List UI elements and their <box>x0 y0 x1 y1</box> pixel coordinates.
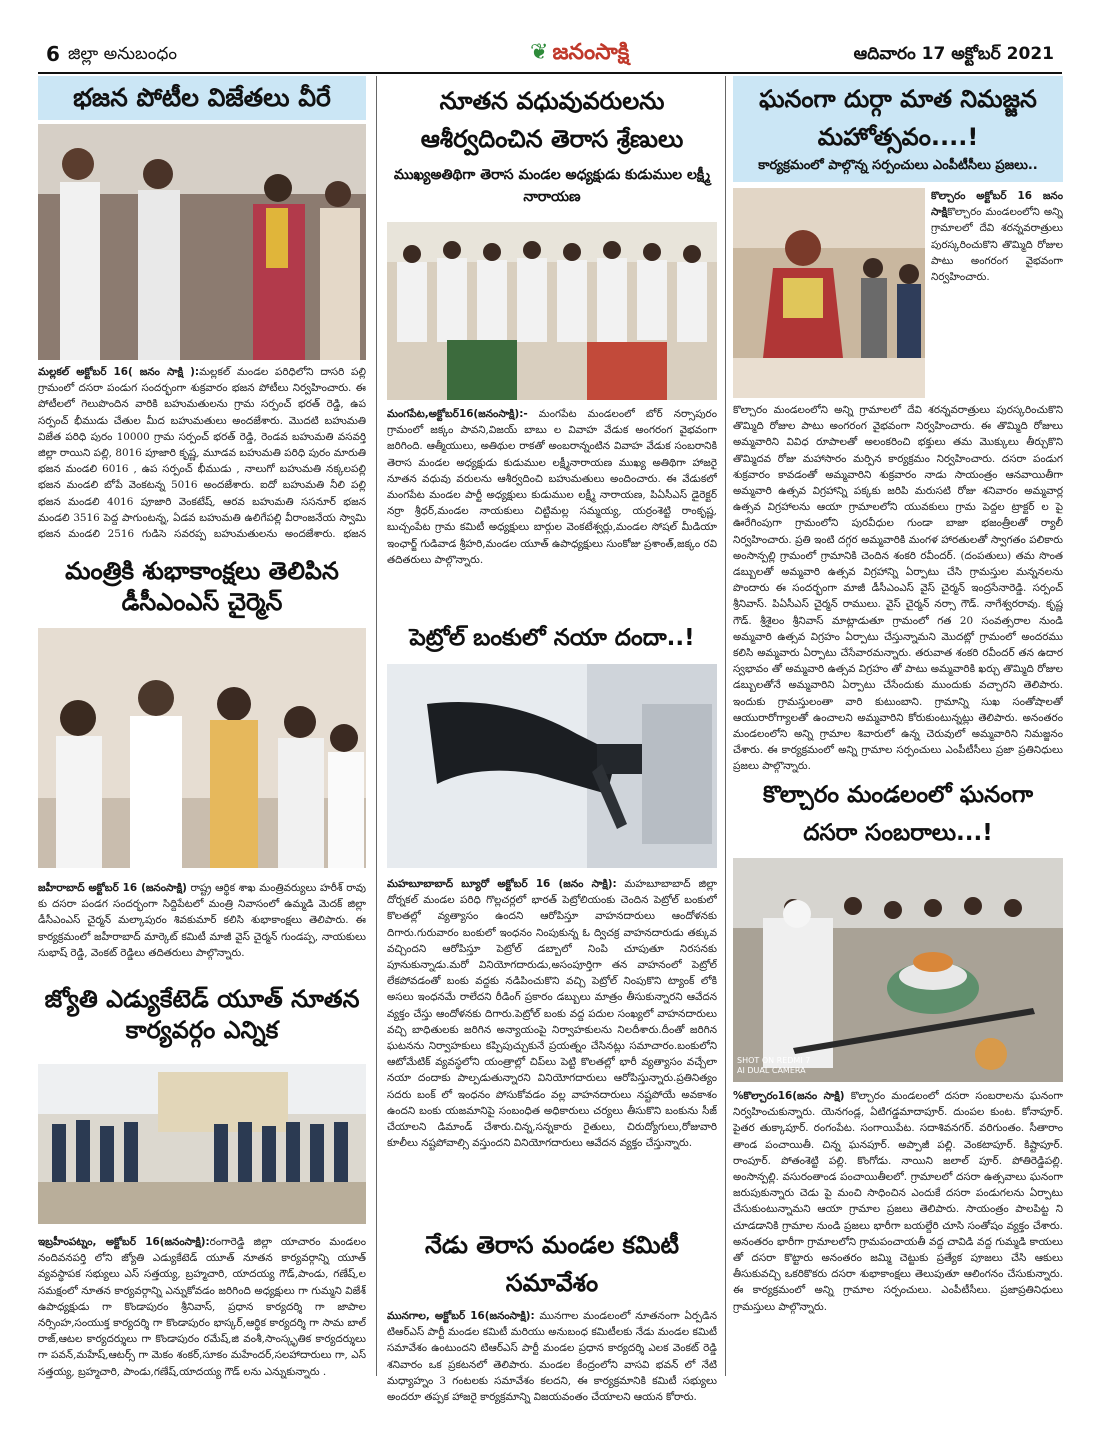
article-2-header <box>38 556 366 636</box>
headline: ఘనంగా దుర్గా మాత నిమజ్జన మహోత్సవం....! <box>759 85 1037 151</box>
article-2-photo <box>38 628 366 868</box>
article-text: మంగపేట మండలంలో బోర్ నర్సాపురం గ్రామంలో జక్కం పావని,విజయ్ బాబు ల వివాహ వేడుక అంగరంగ వైభవంగా జరిగింది. ఆత్మీయులు, అతిథుల రాకతో అంబరాన్నంటిన వివాహ వేడుక సంబరానికి తెరాస మండల అధ్యక్షుడు కుడుముల లక్ష్మీనారాయణ ముఖ్య అతిథిగా హాజరై నూతన వధువు వరులను ఆశీర్వదించి బహుమతులు అందించారు. ఈ వేడుకలో మంగపేట మండల పార్టీ అధ్యక్షులు కుడుముల లక్ష్మీ నారాయణ, పిఏసీఎస్ డైరెక్టర్ నర్రా శ్రీధర్,మండల నాయకులు చిట్టిమల్ల సమ్మయ్య, యర్రంశెట్టి రాంకృష్ణ, బుచ్చంపేట గ్రామ కమిటీ అధ్యక్షులు బార్గుల వెంకటేశ్వర్లు,మండల సోషల్ మీడియా ఇంఛార్జ్ గుడివాడ శ్రీహరి,మండల యూత్ ఉపాధ్యక్షులు సుంకోజు ప్రశాంత్,జక్కం రవి తదితరులు పాల్గొన్నారు. <box>387 408 717 566</box>
headline: నూతన వధువువరులను ఆశీర్వదించిన తెరాస శ్రేణులు <box>420 87 684 153</box>
article-1-photo <box>733 188 925 398</box>
article-3-body <box>38 1234 366 1442</box>
article-text: మునగాల మండలంలో నూతనంగా ఏర్పడిన టిఆర్ఎస్ పార్టీ మండల కమిటీ మరియు అనుబంధ కమిటీలకు నేడు మండల కమిటీ సమావేశం ఉంటుందని టిఆర్ఎస్ పార్టీ మండల ప్రధాన కార్యదర్శి ఎలక వెంకట్ రెడ్డి శనివారం ఒక ప్రకటనలో తెలిపారు. మండల కేంద్రంలోని వాసవి భవన్ లో నేటి మధ్యాహ్నం 3 గంటలకు సమావేశం కలదని, ఈ కార్యక్రమానికి కమిటీ సభ్యులు అందరూ తప్పక హాజరై కార్యక్రమాన్ని విజయవంతం చేయాలని ఆయన కోరారు. <box>387 1310 717 1404</box>
logo-text: జనంసాక్షి <box>552 40 630 65</box>
dateline: మునగాల, అక్టోబర్ 16(జనంసాక్షి): <box>387 1310 535 1322</box>
article-2-photo <box>733 858 1063 1082</box>
camera-watermark: SHOT ON REDMI 7 AI DUAL CAMERA <box>737 1056 811 1075</box>
article-1-header <box>387 82 717 162</box>
article-1-lead <box>931 188 1063 398</box>
issue-date: ఆదివారం 17 అక్టోబర్ 2021 <box>853 44 1054 64</box>
article-1-body <box>38 364 366 542</box>
page-number: 6 <box>46 42 60 66</box>
dateline: కొల్చారం అక్టోబర్ 16 జనం సాక్షి <box>931 190 1063 219</box>
article-2-photo <box>387 664 717 868</box>
headline: కొల్చారం మండలంలో ఘనంగా దసరా సంబరాలు...! <box>762 782 1034 846</box>
article-text: మల్లకల్ మండల పరిధిలోని దాసరి పల్లి గ్రామంలో దసరా పండుగ సందర్భంగా శుక్రవారం భజన పోటీలు నిర్వహించారు. ఈ పోటీలలో గెలుపొందిన వారికి బహుమతులను గ్రామ సర్పంచ్ భరత్ రెడ్డి, ఉప సర్పంచ్ భీముడు చేతుల మీద బహుమతులు అందజేశారు. మొదటి బహుమతి విజేత పరిధి పురం 10000 గ్రామ సర్పంచ్ భరత్ రెడ్డి, రెండవ బహుమతి వసవర్తి జిల్లా రాయిని పల్లి, 8016 పూజారి కృష్ణ, మూడవ బహుమతి పరిధి పురం మారుతి భజన మండలి 6016 , ఉప సర్పంచ్ భీముడు , నాలుగో బహుమతి నక్కలపల్లి భజన మండలి బోపే వెంకటన్న 5016 అందజేశారు. ఐదో బహుమతి నీలి పల్లి భజన మండలి 4016 పూజారి వెంకటేష్, ఆరవ బహుమతి ససనూర్ భజన మండలి 3516 పెద్ద పాగుంటన్న, ఏడవ బహుమతి ఉలిగేపల్లి వీరాంజనేయ స్వామి భజన మండలి 2516 గుడిసె సవరప్ప బహుమతులను అందజేశారు. భజన <box>38 366 366 541</box>
article-text: రాష్ట్ర ఆర్థిక శాఖ మంత్రివర్యులు హరీశ్ రావు కు దసరా పండగ సందర్భంగా సిద్దిపేటలో మంత్రి నివాసంలో ఉమ్మడి మెదక్ జిల్లా డీసీఎంఎస్ చైర్మన్ మల్కాపురం శివకుమార్ కలిసి శుభాకాంక్షలు తెలిపారు. ఈ కార్యక్రమంలో జహీరాబాద్ మార్కెట్ కమిటీ మాజీ వైస్ చైర్మన్ గుండప్ప, నాయకులు సుభాష్ రెడ్డి, వెంకట్ రెడ్డిలు తదితరులు పాల్గొన్నారు. <box>38 882 366 959</box>
article-3-header <box>387 1226 717 1306</box>
headline: పెట్రోల్ బంకులో నయా దందా..! <box>409 625 695 651</box>
article-2-header <box>387 618 717 658</box>
article-2-body <box>387 876 717 1228</box>
dateline: మల్లకల్ అక్టోబర్ 16( జనం సాక్షి ): <box>38 366 200 378</box>
article-2-body <box>733 1088 1063 1444</box>
article-2-header <box>733 776 1063 856</box>
article-2-body <box>38 880 366 980</box>
article-1-body <box>387 406 717 618</box>
article-1-photo <box>38 124 366 360</box>
newspaper-logo <box>530 40 629 70</box>
dateline: జహీరాబాద్ అక్టోబర్ 16 (జనంసాక్షి) <box>38 882 187 894</box>
subhead: ముఖ్యఅతిథిగా తెరాస మండల అధ్యక్షుడు కుడుముల లక్ష్మీ నారాయణ <box>393 167 711 206</box>
article-1-body <box>733 402 1063 774</box>
article-1-subhead <box>387 164 717 220</box>
article-text: కొల్చారం మండలంలోని అన్ని గ్రామాలలో దేవి శరన్నవరాత్రులు పురస్కరించుకొని తొమ్మిది రోజుల పాటు అంగరంగ వైభవంగా నిర్వహించారు. ఈ తొమ్మిది రోజులు అమ్మవారిని వివిధ రూపాలతో అలంకరించి భక్తులు తమ మొక్కులు తీర్చుకొని తొమ్మిదవ రోజు మహాసారం మర్పిన కార్యక్రమం నిర్వహించారు. దసరా పండుగ శుక్రవారం కావడంతో అమ్మవారిని శుక్రవారం నాడు సాయంత్రం ఆనవాయితీగా అమ్మవారి ఉత్సవ విగ్రహాన్ని పక్కకు జరిపి మరుసటి రోజు శనివారం అమ్మవార్ల ఉత్సవ విగ్రహాలను ఆయా గ్రామాలలోని యువకులు గ్రామ పెద్దల ట్రాక్టర్ ల పై ఊరేగింపుగా గ్రామంలోని పురవీధుల గుండా బాజా భజంత్రీలతో ర్యాలీ నిర్వహించారు. ప్రతి ఇంటి దగ్గర అమ్మవారికి మంగళ హారతులతో స్వాగతం పలికారు అంసాన్పల్లి గ్రామంలో గ్రామానికి చెందిన శంకరి రవీందర్. (దంపతులు) తమ సొంత డబ్బులతో అమ్మవారి ఉత్సవ విగ్రహాన్ని ఏర్పాటు చేసి గ్రామస్తుల మన్ననలను పొందారు ఈ సందర్భంగా మాజీ డీసీఎంఎస్ వైస్ చైర్మన్ ఇంద్రసేనారెడ్డి. సర్పంచ్ శ్రీనివాస్. పిఏసీఎస్ చైర్మన్ రాములు. వైస్ చైర్మన్ నర్సా గౌడ్. నాగేశ్వరరావు. కృష్ణ గౌడ్. శ్రీశైలం శ్రీనివాస్ మాట్లాడుతూ గ్రామంలో గత 20 సంవత్సరాల నుండి అమ్మవారి ఉత్సవ విగ్రహం ఏర్పాటు చేస్తున్నామని మొదట్లో గ్రామంలో అందరము కలిసి అమ్మవారు ఏర్పాటు చేసేవారమన్నారు. తరువాత శంకరి రవీందర్ తన ఉదార స్వభావం తో అమ్మవారి ఉత్సవ విగ్రహం తో పాటు అమ్మవారికి ఖర్చు తొమ్మిది రోజుల డబ్బులతోనే అమ్మవారిని ఏర్పాటు చేసేందుకు ముందుకు వచ్చారని తెలిపారు. ఇందుకు గ్రామస్తులంతా వారి కుటుంబాని. గ్రామాన్ని సుఖ సంతోషాలతో ఆయురారోగ్యాలతో ఉంచాలని అమ్మవారిని కోరుకుంటున్నట్లు తెలిపారు. అనంతరం మండలంలోని అన్ని గ్రామాల శివారులో ఉన్న చెరువులో అమ్మవారిని నిమజ్జనం చేశారు. ఈ కార్యక్రమంలో అన్ని గ్రామాల సర్పంచులు ఎంపీటీసీలు ప్రజా ప్రతినిధులు ప్రజలు పాల్గొన్నారు. <box>733 404 1063 773</box>
article-text: రంగారెడ్డి జిల్లా యాచారం మండలం నందివనపర్తి లోని జ్యోతి ఎడ్యుకేటెడ్ యూత్ నూతన కార్యవర్గాన్ని యూత్ వ్యవస్థాపక సభ్యులు ఎస్ సత్తయ్య, బ్రహ్మచారి, యాదయ్య గౌడ్,పాండు, గణేష్,ల సమక్షంలో నూతన కార్యవర్గాన్ని ఎన్నుకోవడం జరిగింది అధ్యక్షులు గా గుమ్మని విజేశ్ ఉపాధ్యక్షుడు గా కొండాపురం శ్రీనివాస్, ప్రధాన కార్యదర్శి గా జాపాల నర్సింహ,సంయుక్త కార్యదర్శి గా కొండాపురం భాస్కర్,ఆర్థిక కార్యదర్శి గా సామ బాల్ రాజ్,ఆటల కార్యదర్శులు గా కొండాపురం రమేష్,జి వంశీ,సాంస్కృతిక కార్యదర్శులు గా పవన్,మహేష్,ఆటర్స్ గా మెకం శంకర్,సూకం మహేందర్,సలహాదారులు గా, ఎస్ సత్తయ్య, బ్రహ్మచారి, పాండు,గణేష్,యాదయ్య గౌడ్ లను ఎన్నుకున్నారు . <box>38 1236 366 1378</box>
article-3-body <box>387 1308 717 1438</box>
headline: నేడు తెరాస మండల కమిటీ సమావేశం <box>424 1231 680 1297</box>
article-3-photo <box>38 1064 366 1224</box>
article-text-start: కొల్చారం మండలంలోని అన్ని గ్రామాలలో దేవి శరన్నవరాత్రులు పురస్కరించుకొని తొమ్మిది రోజుల పాటు అంగరంగ వైభవంగా నిర్వహించారు. <box>931 206 1063 284</box>
article-text: మహబూబాబాద్ జిల్లా దోర్నకల్ మండల పరిధి గొల్లచర్లలో భారత్ పెట్రోలియంకు చెందిన పెట్రోల్ బంకులో కొలతల్లో వ్యత్యాసం ఉందని ఆరోపిస్తూ వాహనదారులు ఆందోళనకు దిగారు.గురువారం బంకులో ఇంధనం నింపుకున్న ఓ ద్విచక్ర వాహనదారుడు తక్కువ వచ్చిందని ఆరోపిస్తూ పెట్రోల్ డబ్బాలో నింపి చూపుతూ నిరసనకు పూనుకున్నాడు.మరో వినియోగదారుడు,అసంపూర్తిగా తన వాహనంలో పెట్రోల్ లేకపోవడంతో బంకు వద్దకు నడిపించుకొని వచ్చి పెట్రోల్ నింపుకొని ట్యాంక్ లోకి అసలు ఇంధనమే రాలేదని రీడింగ్ ప్రకారం డబ్బులు మాత్రం తీసుకున్నారని ఆవేదన వ్యక్తం చేస్తు ఆందోళనకు దిగారు.పెట్రోల్ బంకు వద్ద పదుల సంఖ్యలో వాహనదారులు వచ్చి బాధితులకు జరిగిన అన్యాయంపై నిర్వాహకులను నిలదీశారు.దీంతో జరిగిన ఘటనను నిర్వాహకులు కప్పిపుచ్చుకునే ప్రయత్నం చేసినట్లు సమాచారం.బంకులోని ఆటోమేటిక్ వ్యవస్థలోని యంత్రాల్లో చిప్‌లు పెట్టి కొలతల్లో భారీ వ్యత్యాసం వచ్చేలా నయా దందాకు పాల్పడుతున్నారని వినియోగదారులు ఆరోపిస్తున్నారు.ప్రతినిత్యం సదరు బంక్ లో ఇంధనం పోసుకోవడం వల్ల వాహనదారులు నష్టపోయే అవకాశం ఉందని బంకు యజమానిపై సంబంధిత అధికారులు చర్యలు తీసుకొని బంకును సీజ్ చేయాలని డిమాండ్ చేశారు.చిన్న,సన్నకారు రైతులు, చిరుద్యోగులు,రోజువారి కూలీలు నష్టపోవాల్సి వస్తుందని వినియోగదారులు ఆవేదన వ్యక్తం చేస్తున్నారు. <box>387 878 717 1150</box>
dateline: %కొల్చారం16(జనం సాక్షి) <box>733 1090 845 1102</box>
leaf-icon: ❦ <box>530 40 549 65</box>
article-1-header <box>38 76 366 120</box>
article-text: కొల్చారం మండలంలో దసరా సంబరాలను ఘనంగా నిర్వహించుకున్నారు. యెనగండ్ల, ఏటిగడ్డమాదాపూర్. దుంపల కుంట. కోనాపూర్. పైతర తుక్కాపూర్. రంగంపేట. సంగాయిపేట. సదాశివనగర్. వరిగుంతం. సీతారాం తాండ పంచాయితీ. చిన్న ఘనపూర్. అప్పాజీ పల్లి. వెంకటాపూర్. కిష్టాపూర్. రాంపూర్. పోతంశెట్టి పల్లి. కొంగోడు. నాయిని జలాల్ పూర్. పోతిరెడ్డిపల్లి. అంసాన్పల్లి. వసురంతాండ పంచాయితీలలో. గ్రామాలలో దసరా ఉత్సవాలు ఘనంగా జరుపుకున్నారు చెడు పై మంచి సాధించిన ఎందుకే దసరా పండుగలను ఏర్పాటు చేసుకుంటున్నామని ఆయా గ్రామాల ప్రజలు తెలిపారు. సాయంత్రం పాలపిట్ట ని చూడడానికి గ్రామాల నుండి ప్రజలు భారీగా బయల్దేరి చూసి సంతోషం వ్యక్తం చేశారు. అనంతరం భారీగా గ్రామాలలోని గ్రామపంచాయతీ వద్ద చావిడి వద్ద గుమ్మడి కాయలు తో దసరా కొట్టారు అనంతరం జమ్మి చెట్టుకు ప్రత్యేక పూజలు చేసి ఆకులు తీసుకువచ్చి ఒకరికొకరు దసరా శుభాకాంక్షలు తెలుపుతూ ఆలింగనం చేసుకున్నారు. ఈ కార్యక్రమంలో అన్ని గ్రామాల సర్పంచులు. ఎంపీటీసీలు. ప్రజాప్రతినిధులు గ్రామస్తులు పాల్గొన్నారు. <box>733 1090 1063 1313</box>
subhead: కార్యక్రమంలో పాల్గొన్న సర్పంచులు ఎంపీటీసీలు ప్రజలు.. <box>758 158 1038 173</box>
section-name: జిల్లా అనుబంధం <box>68 44 178 64</box>
article-1-header <box>733 76 1063 182</box>
masthead <box>38 38 1062 74</box>
dateline: ఇబ్రహీంపట్నం, అక్టోబర్ 16(జనంసాక్షి): <box>38 1236 210 1248</box>
headline: జ్యోతి ఎడ్యుకేటెడ్ యూత్ నూతన కార్యవర్గం ఎన్నిక <box>44 985 360 1044</box>
dateline: మంగపేట,అక్టోబర్16(జనంసాక్షి):- <box>387 408 528 420</box>
headline: భజన పోటీల విజేతలు వీరే <box>38 76 366 120</box>
dateline: మహబూబాబాద్ బ్యూరో అక్టోబర్ 16 (జనం సాక్షి): <box>387 878 617 890</box>
column-divider <box>725 76 726 1376</box>
article-3-header <box>38 984 366 1064</box>
column-divider <box>376 76 377 1376</box>
article-1-photo <box>387 222 717 400</box>
headline: మంత్రికి శుభాకాంక్షలు తెలిపిన డీసీఎంఎస్ చైర్మెన్ <box>65 557 339 616</box>
